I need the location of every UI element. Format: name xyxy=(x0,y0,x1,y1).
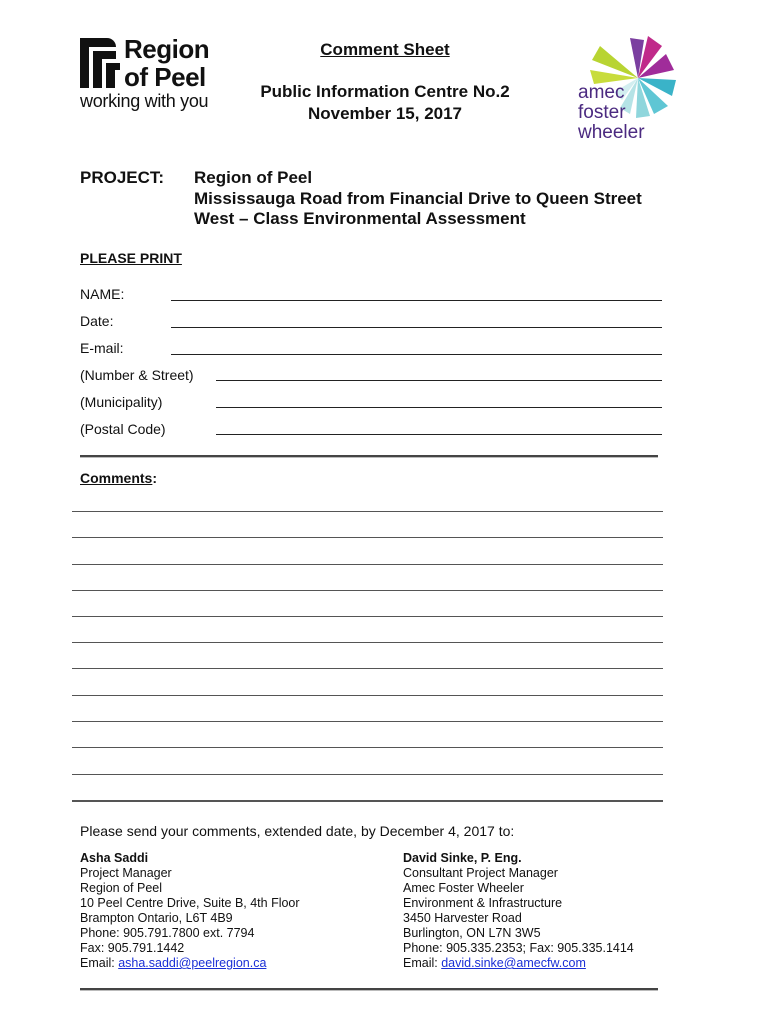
project-label: PROJECT: xyxy=(80,168,165,187)
event-date: November 15, 2017 xyxy=(307,104,463,123)
amec-word-3: wheeler xyxy=(578,122,645,143)
comments-label-text: Comments xyxy=(80,470,153,486)
contact-line: Phone: 905.791.7800 ext. 7794 xyxy=(80,926,255,940)
email-prefix: Email: xyxy=(403,956,442,970)
comment-line[interactable] xyxy=(72,668,663,669)
comment-line[interactable] xyxy=(72,774,663,775)
sheet-title: Comment Sheet xyxy=(320,40,450,59)
name-label: NAME: xyxy=(80,286,125,302)
peel-mark-icon xyxy=(80,38,120,88)
comment-line[interactable] xyxy=(72,537,663,538)
comments-label xyxy=(80,470,157,486)
contact-line: Amec Foster Wheeler xyxy=(403,881,524,895)
postal-code-label: (Postal Code) xyxy=(80,421,166,437)
contact-line: Burlington, ON L7N 3W5 xyxy=(403,926,541,940)
email-link[interactable]: david.sinke@amecfw.com xyxy=(441,956,586,970)
comment-line[interactable] xyxy=(72,642,663,643)
contact-line: 3450 Harvester Road xyxy=(403,911,522,925)
email-label: E-mail: xyxy=(80,340,124,356)
street-field[interactable] xyxy=(216,380,662,381)
contact-david-sinke xyxy=(403,851,673,971)
email-prefix: Email: xyxy=(80,956,119,970)
project-description xyxy=(194,168,674,230)
comments-colon: : xyxy=(152,470,158,486)
contact-name: Asha Saddi xyxy=(80,851,149,865)
contact-name: David Sinke, P. Eng. xyxy=(403,851,522,865)
comment-line[interactable] xyxy=(72,695,663,696)
region-of-peel-logo xyxy=(80,36,230,118)
contact-line: Consultant Project Manager xyxy=(403,866,558,880)
footer-divider xyxy=(80,988,658,990)
comment-line[interactable] xyxy=(72,616,663,617)
contact-email-row xyxy=(403,956,673,971)
logo-tagline: working with you xyxy=(80,91,209,111)
comment-line[interactable] xyxy=(72,721,663,722)
contact-line: Region of Peel xyxy=(80,881,163,895)
event-name: Public Information Centre No.2 xyxy=(260,82,510,101)
email-field[interactable] xyxy=(171,354,662,355)
date-field[interactable] xyxy=(171,327,662,328)
contact-asha-saddi xyxy=(80,851,380,971)
comment-line[interactable] xyxy=(72,747,663,748)
contact-line: Phone: 905.335.2353; Fax: 905.335.1414 xyxy=(403,941,634,955)
contact-line: Brampton Ontario, L6T 4B9 xyxy=(80,911,233,925)
municipality-field[interactable] xyxy=(216,407,662,408)
amec-wordmark xyxy=(578,83,645,143)
amec-word-2: foster xyxy=(578,102,626,123)
contact-line: Fax: 905.791.1442 xyxy=(80,941,185,955)
email-link[interactable]: asha.saddi@peelregion.ca xyxy=(118,956,267,970)
amec-word-1: amec xyxy=(578,82,625,103)
contact-line: 10 Peel Centre Drive, Suite B, 4th Floor xyxy=(80,896,300,910)
contact-line: Project Manager xyxy=(80,866,172,880)
logo-word-of-peel: of Peel xyxy=(124,62,206,92)
amec-foster-wheeler-logo xyxy=(570,34,680,152)
please-print-instruction: PLEASE PRINT xyxy=(80,250,182,266)
comment-line[interactable] xyxy=(72,800,663,802)
project-line-3: West – Class Environmental Assessment xyxy=(194,209,526,228)
send-instructions: Please send your comments, extended date, by December 4, 2017 to: xyxy=(80,823,515,839)
date-label: Date: xyxy=(80,313,114,329)
comment-line[interactable] xyxy=(72,511,663,512)
comment-line[interactable] xyxy=(72,590,663,591)
comment-line[interactable] xyxy=(72,564,663,565)
project-line-1: Region of Peel xyxy=(194,168,313,187)
contact-line: Environment & Infrastructure xyxy=(403,896,563,910)
name-field[interactable] xyxy=(171,300,662,301)
street-label: (Number & Street) xyxy=(80,367,194,383)
contact-email-row xyxy=(80,956,380,971)
project-line-2: Mississauga Road from Financial Drive to Queen Street xyxy=(194,188,642,208)
postal-code-field[interactable] xyxy=(216,434,662,435)
logo-word-region: Region xyxy=(124,34,210,64)
municipality-label: (Municipality) xyxy=(80,394,163,410)
section-divider xyxy=(80,455,658,457)
